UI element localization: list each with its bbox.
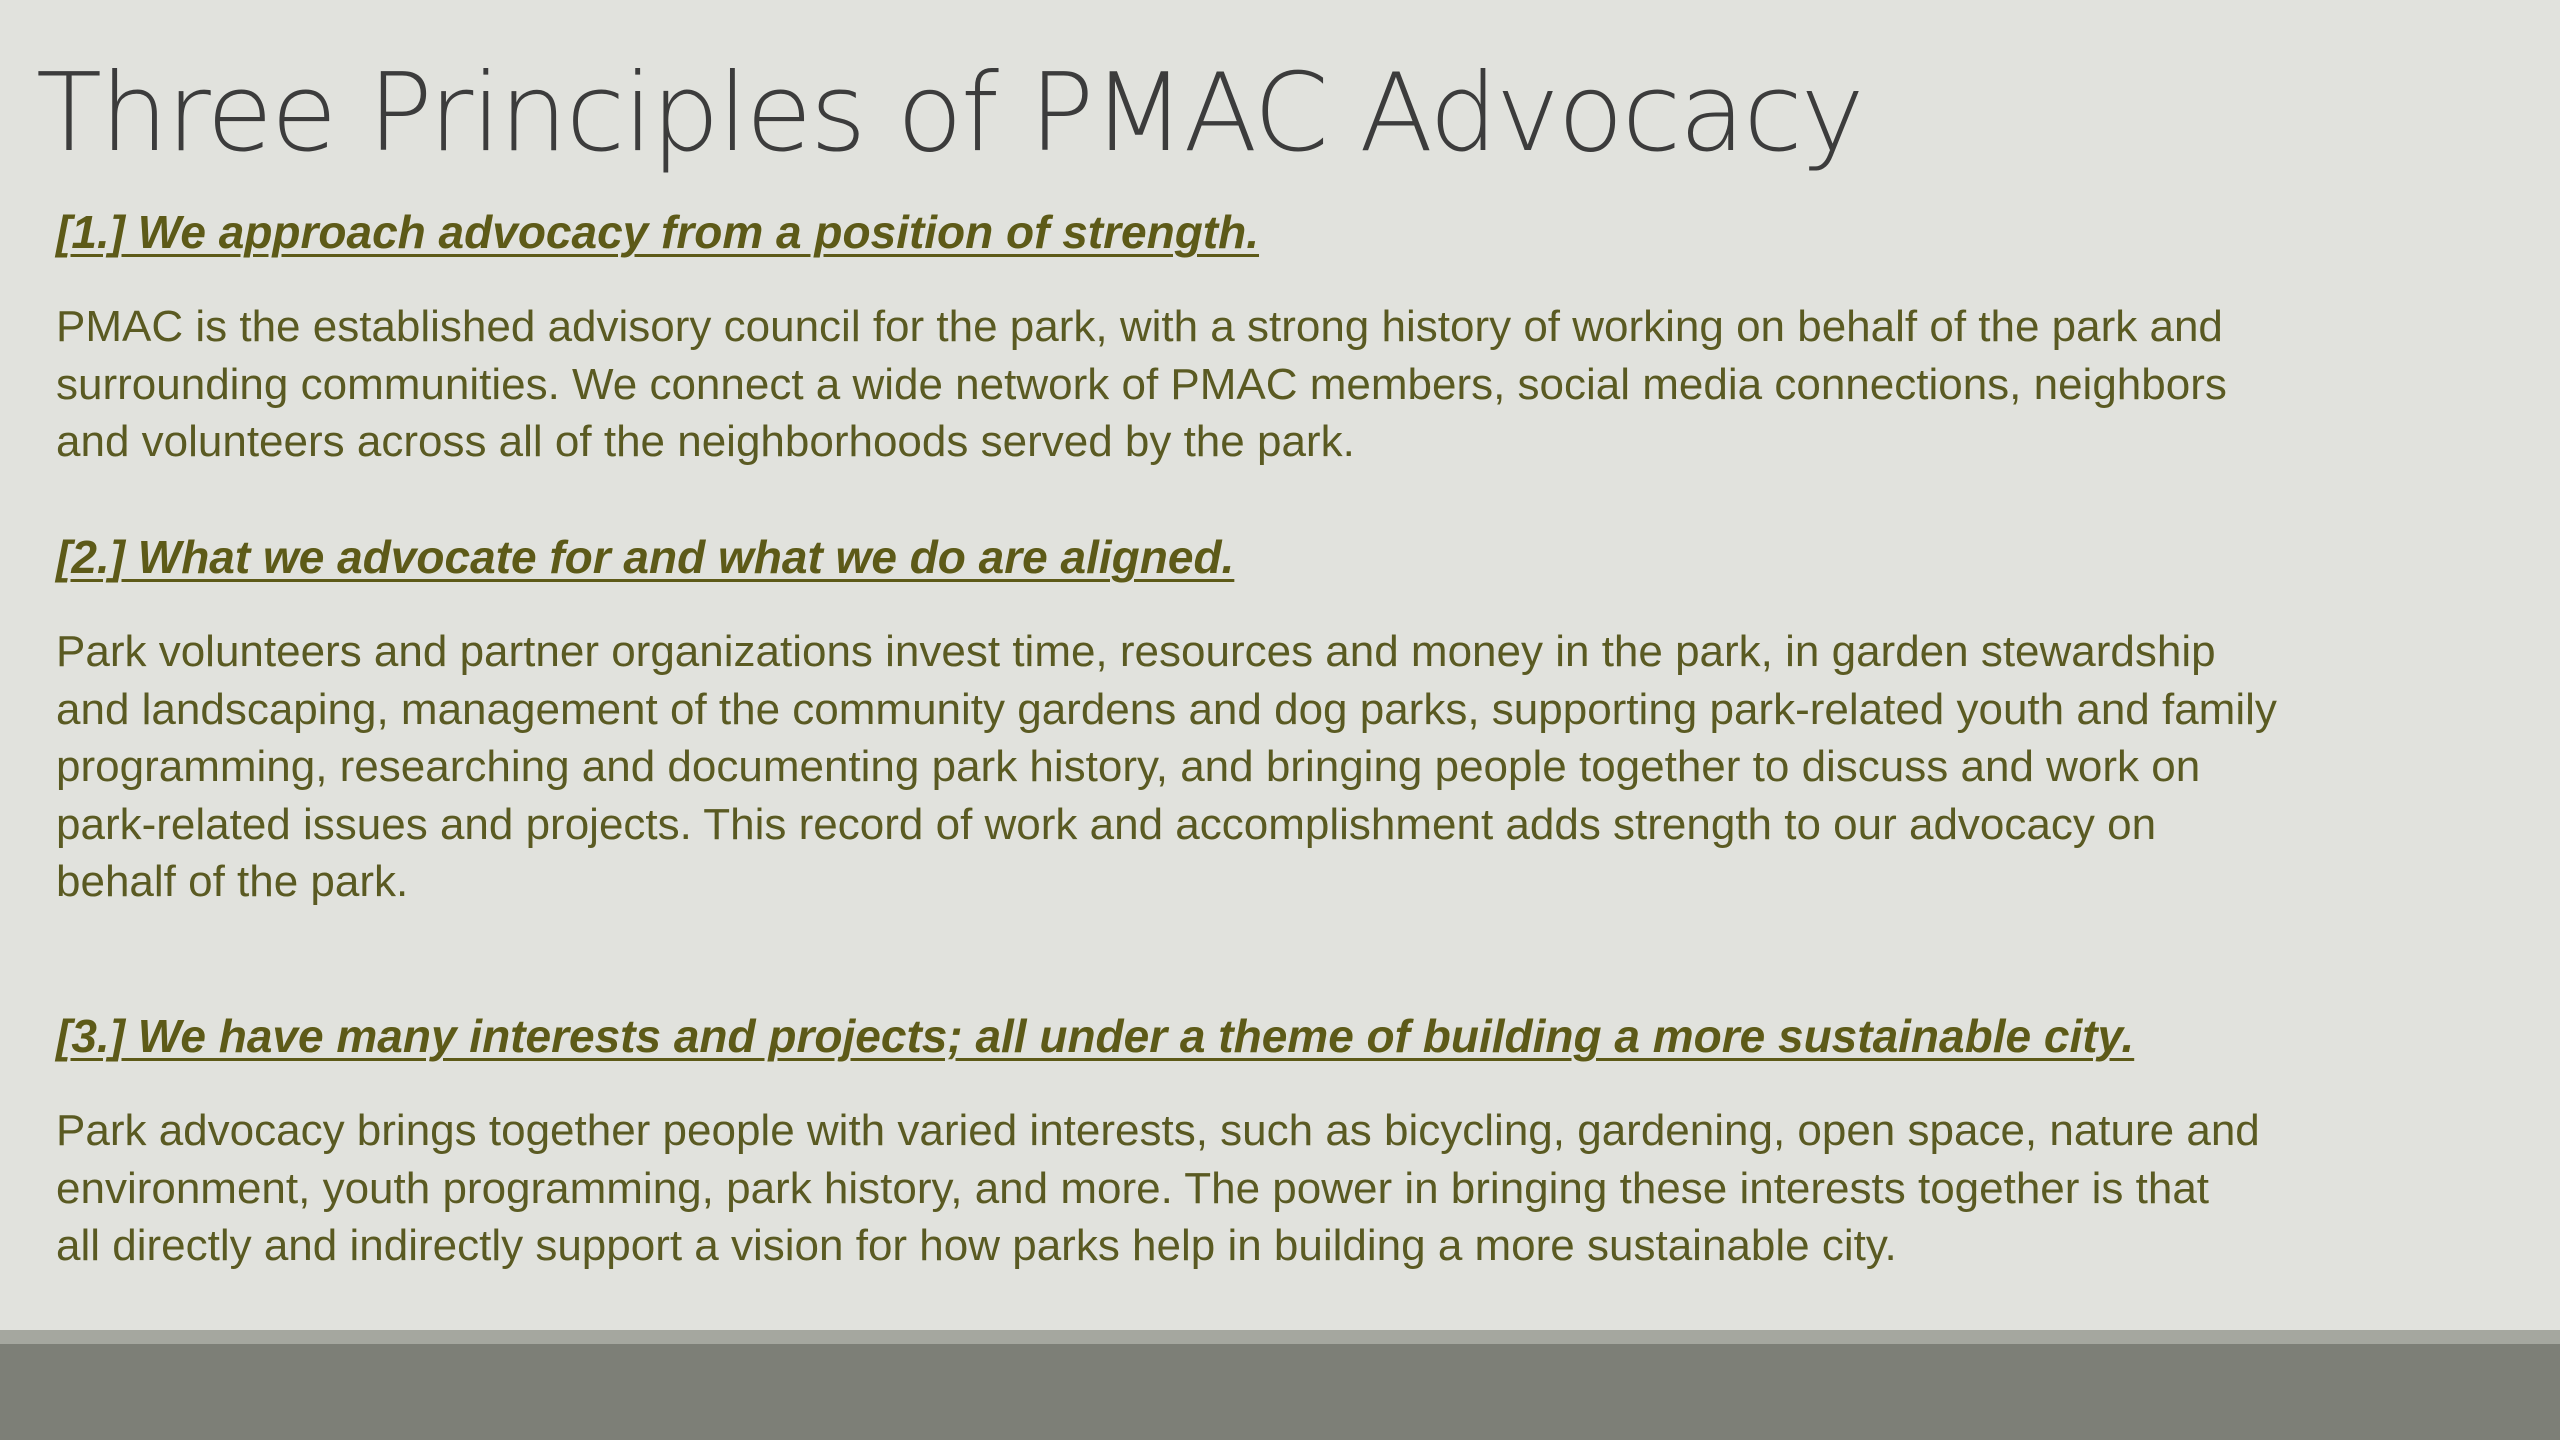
footer-bar	[0, 1344, 2560, 1440]
principle-2-body	[56, 623, 2536, 911]
principle-3-line: all directly and indirectly support a vision for how parks help in building a more sustainable city.	[56, 1221, 1897, 1270]
principle-2-line: Park volunteers and partner organizations invest time, resources and money in the park, in garden stewardship	[56, 627, 2216, 676]
footer-strip	[0, 1330, 2560, 1344]
principle-3-body	[56, 1102, 2536, 1275]
principle-2-line: and landscaping, management of the community gardens and dog parks, supporting park-related youth and family	[56, 684, 2277, 734]
principle-3-line: environment, youth programming, park history, and more. The power in bringing these interests together is that	[56, 1163, 2210, 1213]
principle-1-line: PMAC is the established advisory council for the park, with a strong history of working on behalf of the park and	[56, 302, 2223, 351]
principle-2-heading: [2.] What we advocate for and what we do are aligned.	[56, 531, 1235, 583]
principle-1-line: and volunteers across all of the neighborhoods served by the park.	[56, 417, 1355, 466]
principle-2-line: behalf of the park.	[56, 857, 409, 906]
principle-1-line: surrounding communities. We connect a wide network of PMAC members, social media connections, neighbors	[56, 359, 2227, 409]
principle-3-line: Park advocacy brings together people with varied interests, such as bicycling, gardening, open space, nature and	[56, 1106, 2260, 1155]
principle-1-body	[56, 298, 2536, 471]
slide-title: Three Principles of PMAC Advocacy	[36, 51, 1863, 176]
principle-3-heading: [3.] We have many interests and projects; all under a theme of building a more sustainable city.	[56, 1010, 2135, 1062]
principle-1-heading: [1.] We approach advocacy from a position of strength.	[56, 206, 1260, 258]
principle-2-line: park-related issues and projects. This record of work and accomplishment adds strength to our advocacy on	[56, 799, 2157, 849]
principle-2-line: programming, researching and documenting park history, and bringing people together to discuss and work on	[56, 742, 2201, 791]
